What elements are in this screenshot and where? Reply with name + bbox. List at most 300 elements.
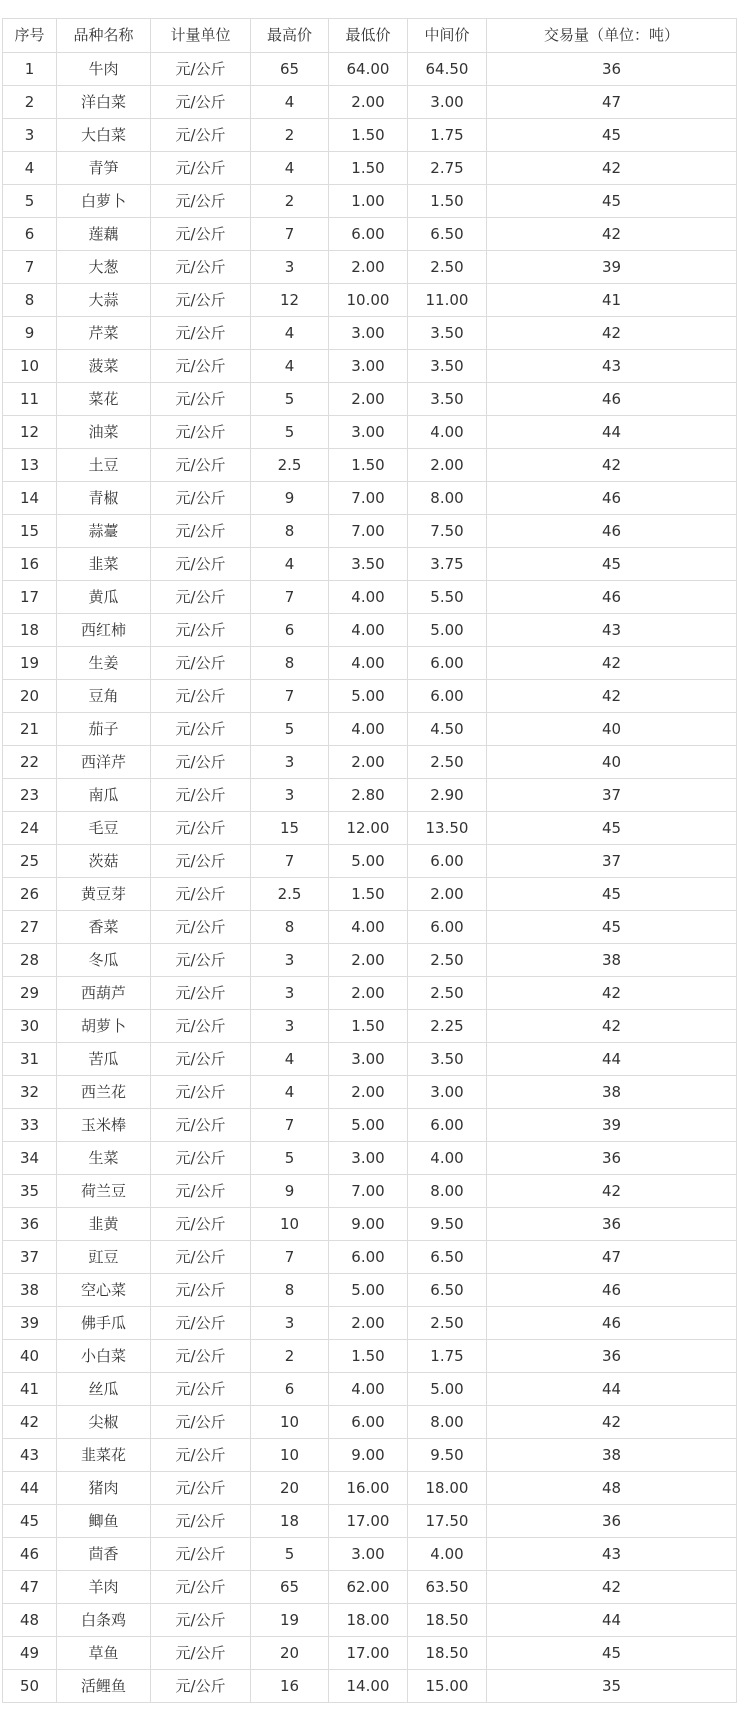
cell-volume: 42 bbox=[487, 1175, 737, 1208]
cell-volume: 36 bbox=[487, 1208, 737, 1241]
cell-mid-price: 2.50 bbox=[408, 944, 487, 977]
cell-variety-name: 韭菜花 bbox=[57, 1439, 151, 1472]
cell-volume: 48 bbox=[487, 1472, 737, 1505]
cell-mid-price: 3.50 bbox=[408, 1043, 487, 1076]
cell-min-price: 2.00 bbox=[329, 1076, 408, 1109]
cell-index: 17 bbox=[3, 581, 57, 614]
cell-max-price: 8 bbox=[251, 647, 329, 680]
cell-unit: 元/公斤 bbox=[151, 218, 251, 251]
cell-variety-name: 菠菜 bbox=[57, 350, 151, 383]
cell-variety-name: 活鲤鱼 bbox=[57, 1670, 151, 1703]
cell-variety-name: 西洋芹 bbox=[57, 746, 151, 779]
cell-max-price: 4 bbox=[251, 350, 329, 383]
cell-variety-name: 土豆 bbox=[57, 449, 151, 482]
cell-max-price: 2.5 bbox=[251, 449, 329, 482]
cell-unit: 元/公斤 bbox=[151, 1307, 251, 1340]
cell-max-price: 19 bbox=[251, 1604, 329, 1637]
cell-unit: 元/公斤 bbox=[151, 1373, 251, 1406]
cell-unit: 元/公斤 bbox=[151, 1076, 251, 1109]
cell-min-price: 5.00 bbox=[329, 845, 408, 878]
table-row bbox=[3, 1307, 737, 1340]
cell-unit: 元/公斤 bbox=[151, 1538, 251, 1571]
table-row bbox=[3, 350, 737, 383]
cell-variety-name: 草鱼 bbox=[57, 1637, 151, 1670]
cell-min-price: 14.00 bbox=[329, 1670, 408, 1703]
cell-max-price: 15 bbox=[251, 812, 329, 845]
cell-index: 20 bbox=[3, 680, 57, 713]
cell-unit: 元/公斤 bbox=[151, 284, 251, 317]
cell-min-price: 9.00 bbox=[329, 1208, 408, 1241]
cell-min-price: 2.00 bbox=[329, 86, 408, 119]
table-row bbox=[3, 779, 737, 812]
cell-unit: 元/公斤 bbox=[151, 878, 251, 911]
cell-unit: 元/公斤 bbox=[151, 416, 251, 449]
cell-min-price: 1.50 bbox=[329, 878, 408, 911]
header-unit: 计量单位 bbox=[151, 19, 251, 53]
cell-max-price: 2 bbox=[251, 119, 329, 152]
cell-min-price: 4.00 bbox=[329, 614, 408, 647]
cell-volume: 42 bbox=[487, 977, 737, 1010]
table-row bbox=[3, 1637, 737, 1670]
cell-unit: 元/公斤 bbox=[151, 53, 251, 86]
cell-index: 47 bbox=[3, 1571, 57, 1604]
table-row bbox=[3, 1043, 737, 1076]
cell-mid-price: 11.00 bbox=[408, 284, 487, 317]
cell-mid-price: 15.00 bbox=[408, 1670, 487, 1703]
cell-variety-name: 生菜 bbox=[57, 1142, 151, 1175]
cell-volume: 38 bbox=[487, 1439, 737, 1472]
cell-mid-price: 6.50 bbox=[408, 1241, 487, 1274]
cell-unit: 元/公斤 bbox=[151, 1241, 251, 1274]
cell-volume: 46 bbox=[487, 1307, 737, 1340]
cell-variety-name: 香菜 bbox=[57, 911, 151, 944]
cell-index: 33 bbox=[3, 1109, 57, 1142]
cell-max-price: 20 bbox=[251, 1472, 329, 1505]
cell-min-price: 6.00 bbox=[329, 218, 408, 251]
cell-mid-price: 1.75 bbox=[408, 119, 487, 152]
cell-max-price: 3 bbox=[251, 944, 329, 977]
cell-mid-price: 2.50 bbox=[408, 746, 487, 779]
cell-mid-price: 8.00 bbox=[408, 482, 487, 515]
table-row bbox=[3, 680, 737, 713]
cell-max-price: 4 bbox=[251, 152, 329, 185]
cell-variety-name: 大葱 bbox=[57, 251, 151, 284]
cell-index: 38 bbox=[3, 1274, 57, 1307]
cell-volume: 43 bbox=[487, 1538, 737, 1571]
cell-max-price: 4 bbox=[251, 317, 329, 350]
cell-min-price: 17.00 bbox=[329, 1637, 408, 1670]
cell-mid-price: 7.50 bbox=[408, 515, 487, 548]
cell-index: 28 bbox=[3, 944, 57, 977]
cell-variety-name: 茨菇 bbox=[57, 845, 151, 878]
table-row bbox=[3, 614, 737, 647]
cell-min-price: 3.00 bbox=[329, 1043, 408, 1076]
cell-variety-name: 牛肉 bbox=[57, 53, 151, 86]
table-row bbox=[3, 152, 737, 185]
cell-index: 50 bbox=[3, 1670, 57, 1703]
cell-unit: 元/公斤 bbox=[151, 1637, 251, 1670]
cell-variety-name: 芹菜 bbox=[57, 317, 151, 350]
cell-index: 41 bbox=[3, 1373, 57, 1406]
cell-unit: 元/公斤 bbox=[151, 119, 251, 152]
cell-max-price: 3 bbox=[251, 977, 329, 1010]
cell-min-price: 12.00 bbox=[329, 812, 408, 845]
cell-mid-price: 5.00 bbox=[408, 1373, 487, 1406]
cell-unit: 元/公斤 bbox=[151, 1670, 251, 1703]
cell-mid-price: 1.75 bbox=[408, 1340, 487, 1373]
cell-mid-price: 17.50 bbox=[408, 1505, 487, 1538]
cell-index: 9 bbox=[3, 317, 57, 350]
cell-min-price: 2.00 bbox=[329, 746, 408, 779]
cell-unit: 元/公斤 bbox=[151, 1274, 251, 1307]
cell-unit: 元/公斤 bbox=[151, 1340, 251, 1373]
header-volume: 交易量（单位：吨） bbox=[487, 19, 737, 53]
cell-unit: 元/公斤 bbox=[151, 845, 251, 878]
cell-index: 42 bbox=[3, 1406, 57, 1439]
cell-volume: 38 bbox=[487, 1076, 737, 1109]
cell-max-price: 5 bbox=[251, 713, 329, 746]
cell-volume: 44 bbox=[487, 1604, 737, 1637]
cell-variety-name: 青椒 bbox=[57, 482, 151, 515]
table-row bbox=[3, 1373, 737, 1406]
cell-mid-price: 3.50 bbox=[408, 350, 487, 383]
cell-max-price: 7 bbox=[251, 1109, 329, 1142]
cell-mid-price: 63.50 bbox=[408, 1571, 487, 1604]
cell-min-price: 17.00 bbox=[329, 1505, 408, 1538]
cell-volume: 42 bbox=[487, 152, 737, 185]
cell-unit: 元/公斤 bbox=[151, 680, 251, 713]
cell-max-price: 10 bbox=[251, 1208, 329, 1241]
cell-unit: 元/公斤 bbox=[151, 350, 251, 383]
cell-unit: 元/公斤 bbox=[151, 86, 251, 119]
cell-volume: 36 bbox=[487, 1340, 737, 1373]
cell-mid-price: 6.00 bbox=[408, 911, 487, 944]
cell-volume: 45 bbox=[487, 878, 737, 911]
cell-variety-name: 鲫鱼 bbox=[57, 1505, 151, 1538]
cell-index: 27 bbox=[3, 911, 57, 944]
cell-mid-price: 18.50 bbox=[408, 1604, 487, 1637]
cell-unit: 元/公斤 bbox=[151, 779, 251, 812]
cell-unit: 元/公斤 bbox=[151, 944, 251, 977]
cell-mid-price: 2.25 bbox=[408, 1010, 487, 1043]
cell-variety-name: 丝瓜 bbox=[57, 1373, 151, 1406]
cell-max-price: 4 bbox=[251, 1043, 329, 1076]
cell-index: 22 bbox=[3, 746, 57, 779]
table-row bbox=[3, 581, 737, 614]
cell-volume: 41 bbox=[487, 284, 737, 317]
cell-index: 8 bbox=[3, 284, 57, 317]
table-row bbox=[3, 911, 737, 944]
cell-volume: 37 bbox=[487, 779, 737, 812]
cell-min-price: 9.00 bbox=[329, 1439, 408, 1472]
cell-min-price: 7.00 bbox=[329, 515, 408, 548]
cell-mid-price: 4.00 bbox=[408, 416, 487, 449]
cell-unit: 元/公斤 bbox=[151, 317, 251, 350]
cell-unit: 元/公斤 bbox=[151, 1604, 251, 1637]
cell-max-price: 7 bbox=[251, 1241, 329, 1274]
cell-mid-price: 4.50 bbox=[408, 713, 487, 746]
cell-min-price: 3.00 bbox=[329, 317, 408, 350]
table-row bbox=[3, 944, 737, 977]
cell-volume: 46 bbox=[487, 515, 737, 548]
cell-mid-price: 2.50 bbox=[408, 1307, 487, 1340]
cell-min-price: 1.50 bbox=[329, 152, 408, 185]
cell-unit: 元/公斤 bbox=[151, 515, 251, 548]
cell-variety-name: 小白菜 bbox=[57, 1340, 151, 1373]
cell-volume: 39 bbox=[487, 251, 737, 284]
cell-max-price: 3 bbox=[251, 251, 329, 284]
cell-volume: 39 bbox=[487, 1109, 737, 1142]
table-row bbox=[3, 713, 737, 746]
cell-max-price: 18 bbox=[251, 1505, 329, 1538]
cell-min-price: 1.50 bbox=[329, 119, 408, 152]
cell-index: 1 bbox=[3, 53, 57, 86]
cell-max-price: 9 bbox=[251, 1175, 329, 1208]
cell-min-price: 1.00 bbox=[329, 185, 408, 218]
cell-variety-name: 洋白菜 bbox=[57, 86, 151, 119]
cell-mid-price: 6.00 bbox=[408, 647, 487, 680]
cell-unit: 元/公斤 bbox=[151, 746, 251, 779]
cell-index: 39 bbox=[3, 1307, 57, 1340]
cell-min-price: 64.00 bbox=[329, 53, 408, 86]
cell-min-price: 5.00 bbox=[329, 680, 408, 713]
cell-index: 44 bbox=[3, 1472, 57, 1505]
table-row bbox=[3, 383, 737, 416]
cell-volume: 45 bbox=[487, 119, 737, 152]
table-header-row bbox=[3, 19, 737, 53]
cell-index: 2 bbox=[3, 86, 57, 119]
cell-mid-price: 9.50 bbox=[408, 1439, 487, 1472]
cell-max-price: 3 bbox=[251, 746, 329, 779]
cell-mid-price: 2.00 bbox=[408, 878, 487, 911]
cell-min-price: 5.00 bbox=[329, 1274, 408, 1307]
cell-variety-name: 西红柿 bbox=[57, 614, 151, 647]
table-row bbox=[3, 812, 737, 845]
cell-mid-price: 4.00 bbox=[408, 1142, 487, 1175]
cell-mid-price: 1.50 bbox=[408, 185, 487, 218]
cell-mid-price: 3.00 bbox=[408, 1076, 487, 1109]
cell-volume: 45 bbox=[487, 185, 737, 218]
cell-unit: 元/公斤 bbox=[151, 1208, 251, 1241]
cell-min-price: 4.00 bbox=[329, 1373, 408, 1406]
cell-volume: 47 bbox=[487, 1241, 737, 1274]
cell-mid-price: 6.50 bbox=[408, 1274, 487, 1307]
cell-index: 16 bbox=[3, 548, 57, 581]
cell-variety-name: 黄豆芽 bbox=[57, 878, 151, 911]
cell-mid-price: 13.50 bbox=[408, 812, 487, 845]
cell-max-price: 10 bbox=[251, 1439, 329, 1472]
table-row bbox=[3, 548, 737, 581]
cell-unit: 元/公斤 bbox=[151, 1439, 251, 1472]
table-row bbox=[3, 416, 737, 449]
cell-unit: 元/公斤 bbox=[151, 911, 251, 944]
price-table bbox=[2, 18, 737, 1703]
cell-variety-name: 荷兰豆 bbox=[57, 1175, 151, 1208]
cell-variety-name: 茴香 bbox=[57, 1538, 151, 1571]
cell-index: 31 bbox=[3, 1043, 57, 1076]
table-row bbox=[3, 515, 737, 548]
cell-min-price: 10.00 bbox=[329, 284, 408, 317]
cell-variety-name: 西葫芦 bbox=[57, 977, 151, 1010]
cell-volume: 47 bbox=[487, 86, 737, 119]
cell-volume: 37 bbox=[487, 845, 737, 878]
cell-min-price: 7.00 bbox=[329, 1175, 408, 1208]
cell-index: 14 bbox=[3, 482, 57, 515]
cell-mid-price: 2.75 bbox=[408, 152, 487, 185]
cell-volume: 44 bbox=[487, 1373, 737, 1406]
cell-max-price: 4 bbox=[251, 86, 329, 119]
cell-mid-price: 64.50 bbox=[408, 53, 487, 86]
cell-variety-name: 豆角 bbox=[57, 680, 151, 713]
table-row bbox=[3, 1472, 737, 1505]
cell-variety-name: 羊肉 bbox=[57, 1571, 151, 1604]
cell-min-price: 6.00 bbox=[329, 1406, 408, 1439]
cell-variety-name: 蒜薹 bbox=[57, 515, 151, 548]
cell-unit: 元/公斤 bbox=[151, 1109, 251, 1142]
table-row bbox=[3, 1076, 737, 1109]
cell-min-price: 2.00 bbox=[329, 1307, 408, 1340]
cell-max-price: 2 bbox=[251, 1340, 329, 1373]
cell-index: 24 bbox=[3, 812, 57, 845]
cell-variety-name: 生姜 bbox=[57, 647, 151, 680]
cell-max-price: 7 bbox=[251, 581, 329, 614]
cell-max-price: 4 bbox=[251, 1076, 329, 1109]
cell-variety-name: 空心菜 bbox=[57, 1274, 151, 1307]
cell-min-price: 2.00 bbox=[329, 944, 408, 977]
cell-variety-name: 黄瓜 bbox=[57, 581, 151, 614]
table-row bbox=[3, 1208, 737, 1241]
cell-min-price: 7.00 bbox=[329, 482, 408, 515]
cell-index: 34 bbox=[3, 1142, 57, 1175]
table-row bbox=[3, 647, 737, 680]
cell-min-price: 2.00 bbox=[329, 977, 408, 1010]
cell-mid-price: 18.00 bbox=[408, 1472, 487, 1505]
cell-volume: 42 bbox=[487, 1010, 737, 1043]
cell-volume: 42 bbox=[487, 1571, 737, 1604]
cell-variety-name: 白条鸡 bbox=[57, 1604, 151, 1637]
cell-unit: 元/公斤 bbox=[151, 713, 251, 746]
cell-volume: 45 bbox=[487, 812, 737, 845]
cell-max-price: 6 bbox=[251, 1373, 329, 1406]
cell-max-price: 7 bbox=[251, 218, 329, 251]
cell-index: 7 bbox=[3, 251, 57, 284]
header-index: 序号 bbox=[3, 19, 57, 53]
cell-index: 18 bbox=[3, 614, 57, 647]
cell-mid-price: 2.50 bbox=[408, 977, 487, 1010]
cell-index: 5 bbox=[3, 185, 57, 218]
cell-unit: 元/公斤 bbox=[151, 383, 251, 416]
table-row bbox=[3, 1571, 737, 1604]
cell-volume: 38 bbox=[487, 944, 737, 977]
cell-variety-name: 冬瓜 bbox=[57, 944, 151, 977]
table-row bbox=[3, 119, 737, 152]
table-row bbox=[3, 53, 737, 86]
cell-volume: 35 bbox=[487, 1670, 737, 1703]
cell-mid-price: 3.50 bbox=[408, 317, 487, 350]
table-row bbox=[3, 1538, 737, 1571]
table-row bbox=[3, 1406, 737, 1439]
cell-max-price: 2 bbox=[251, 185, 329, 218]
cell-variety-name: 佛手瓜 bbox=[57, 1307, 151, 1340]
cell-variety-name: 南瓜 bbox=[57, 779, 151, 812]
cell-volume: 43 bbox=[487, 614, 737, 647]
cell-volume: 36 bbox=[487, 53, 737, 86]
cell-max-price: 9 bbox=[251, 482, 329, 515]
cell-unit: 元/公斤 bbox=[151, 1472, 251, 1505]
cell-min-price: 2.00 bbox=[329, 251, 408, 284]
cell-unit: 元/公斤 bbox=[151, 152, 251, 185]
cell-index: 26 bbox=[3, 878, 57, 911]
cell-index: 40 bbox=[3, 1340, 57, 1373]
header-mid-price: 中间价 bbox=[408, 19, 487, 53]
cell-index: 13 bbox=[3, 449, 57, 482]
cell-volume: 36 bbox=[487, 1505, 737, 1538]
cell-max-price: 65 bbox=[251, 1571, 329, 1604]
table-row bbox=[3, 284, 737, 317]
cell-index: 37 bbox=[3, 1241, 57, 1274]
cell-mid-price: 8.00 bbox=[408, 1406, 487, 1439]
table-row bbox=[3, 1604, 737, 1637]
table-row bbox=[3, 1505, 737, 1538]
cell-index: 6 bbox=[3, 218, 57, 251]
cell-volume: 42 bbox=[487, 1406, 737, 1439]
cell-unit: 元/公斤 bbox=[151, 251, 251, 284]
cell-min-price: 5.00 bbox=[329, 1109, 408, 1142]
cell-volume: 40 bbox=[487, 746, 737, 779]
cell-min-price: 62.00 bbox=[329, 1571, 408, 1604]
cell-mid-price: 4.00 bbox=[408, 1538, 487, 1571]
cell-min-price: 3.00 bbox=[329, 416, 408, 449]
table-row bbox=[3, 218, 737, 251]
cell-index: 49 bbox=[3, 1637, 57, 1670]
cell-index: 48 bbox=[3, 1604, 57, 1637]
cell-index: 4 bbox=[3, 152, 57, 185]
table-row bbox=[3, 86, 737, 119]
cell-min-price: 1.50 bbox=[329, 449, 408, 482]
table-row bbox=[3, 1439, 737, 1472]
header-max-price: 最高价 bbox=[251, 19, 329, 53]
cell-variety-name: 苦瓜 bbox=[57, 1043, 151, 1076]
table-row bbox=[3, 1340, 737, 1373]
cell-min-price: 2.00 bbox=[329, 383, 408, 416]
cell-variety-name: 韭黄 bbox=[57, 1208, 151, 1241]
cell-mid-price: 6.50 bbox=[408, 218, 487, 251]
cell-unit: 元/公斤 bbox=[151, 614, 251, 647]
cell-mid-price: 2.50 bbox=[408, 251, 487, 284]
cell-volume: 44 bbox=[487, 1043, 737, 1076]
cell-variety-name: 茄子 bbox=[57, 713, 151, 746]
cell-variety-name: 玉米棒 bbox=[57, 1109, 151, 1142]
cell-max-price: 8 bbox=[251, 515, 329, 548]
cell-volume: 46 bbox=[487, 482, 737, 515]
cell-index: 43 bbox=[3, 1439, 57, 1472]
cell-index: 12 bbox=[3, 416, 57, 449]
cell-unit: 元/公斤 bbox=[151, 1142, 251, 1175]
cell-variety-name: 莲藕 bbox=[57, 218, 151, 251]
cell-volume: 43 bbox=[487, 350, 737, 383]
table-row bbox=[3, 1241, 737, 1274]
cell-unit: 元/公斤 bbox=[151, 548, 251, 581]
cell-unit: 元/公斤 bbox=[151, 1175, 251, 1208]
cell-mid-price: 2.90 bbox=[408, 779, 487, 812]
cell-max-price: 10 bbox=[251, 1406, 329, 1439]
cell-volume: 46 bbox=[487, 581, 737, 614]
cell-volume: 42 bbox=[487, 317, 737, 350]
cell-unit: 元/公斤 bbox=[151, 1043, 251, 1076]
cell-min-price: 4.00 bbox=[329, 647, 408, 680]
cell-index: 35 bbox=[3, 1175, 57, 1208]
cell-index: 3 bbox=[3, 119, 57, 152]
